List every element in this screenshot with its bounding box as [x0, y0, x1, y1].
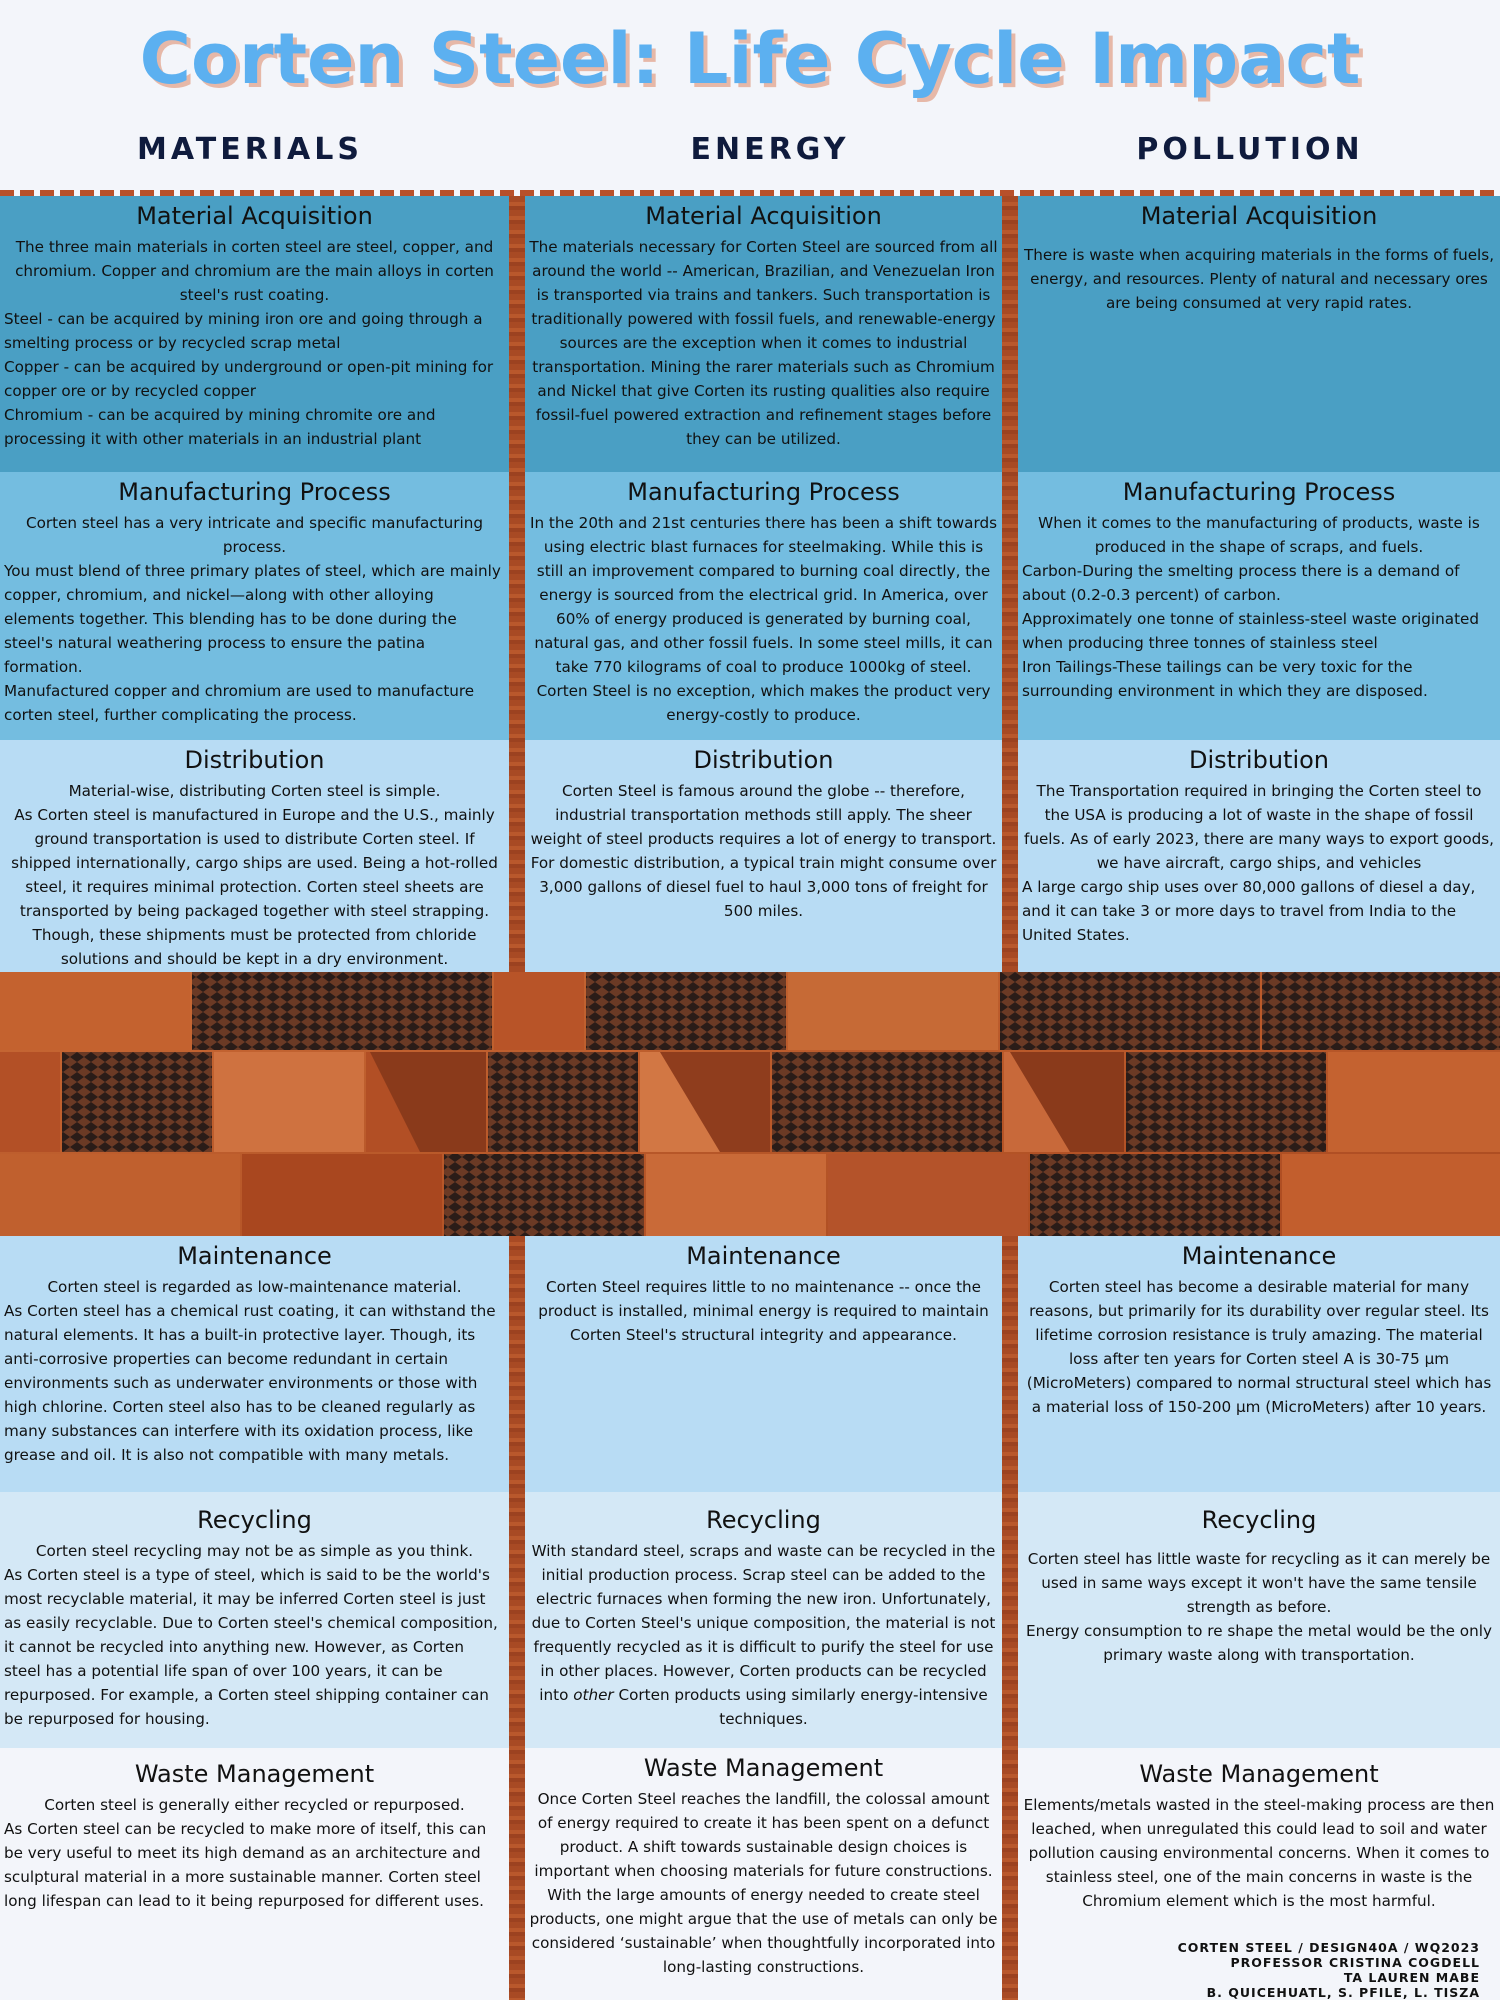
section-title: Material Acquisition	[1140, 202, 1378, 230]
column-header-energy: ENERGY	[690, 132, 850, 167]
section-body	[529, 1539, 998, 1731]
section-body: Corten Steel is famous around the globe -- therefore, industrial transportation methods still apply. The sheer weight of steel products requires a lot of energy to transport. For domestic distribution, a typical train might consume over 3,000 gallons of diesel fuel to haul 3,000 tons of freight for 500 miles.	[530, 781, 997, 920]
section-intro: When it comes to the manufacturing of products, waste is produced in the shape of scraps, and fuels.	[1038, 513, 1480, 556]
materials-manufacturing-panel	[0, 472, 509, 740]
materials-acquisition-panel	[0, 196, 509, 472]
credit-line: B. QUICEHUATL, S. PFILE, L. TISZA	[1206, 1985, 1480, 2000]
section-intro: Corten steel is generally either recycled or repurposed.	[44, 1795, 465, 1814]
section-body: The materials necessary for Corten Steel are sourced from all around the world -- American, Brazilian, and Venezuelan Iron is transported via trains and tankers. Such transportation is traditionally powered with fossil fuels, and renewable-energy sources are the exception when it comes to industrial transportation. Mining the rarer materials such as Chromium and Nickel that give Corten its rusting qualities also require fossil-fuel powered extraction and refinement stages before they can be utilized.	[529, 237, 998, 448]
energy-manufacturing-panel	[525, 472, 1002, 740]
section-title: Manufacturing Process	[118, 478, 391, 506]
section-body: Steel - can be acquired by mining iron ore and going through a smelting process or by recycled scrap metal Copper - can be acquired by underground or open-pit mining for copper ore or by recycled copper Chromium - can be acquired by mining chromite ore and processing it with other materials in an industrial plant	[4, 309, 494, 448]
column-header-pollution: POLLUTION	[1136, 132, 1364, 167]
section-intro: The three main materials in corten steel are steel, copper, and chromium. Copper and chromium are the main alloys in corten steel's rust coating.	[15, 237, 494, 304]
section-body: Elements/metals wasted in the steel-making process are then leached, when unregulated this could lead to soil and water pollution causing environmental concerns. When it comes to stainless steel, one of the main concerns in waste is the Chromium element which is the most harmful.	[1023, 1795, 1495, 1910]
section-body: Corten steel has become a desirable material for many reasons, but primarily for its durability over regular steel. Its lifetime corrosion resistance is truly amazing. The material loss after ten years for Corten steel A is 30-75 µm (MicroMeters) compared to normal structural steel which has a material loss of 150-200 µm (MicroMeters) after 10 years.	[1026, 1277, 1492, 1416]
credits-block	[1150, 1940, 1480, 2000]
recycling-text-a: With standard steel, scraps and waste can be recycled in the initial production process. Scrap steel can be added to the electric furnaces when forming the new iron. Unfortunately, due to Corten Steel's unique composition, the material is not frequently recycled as it is difficult to purify the steel for use in other places. However, Corten products can be recycled into	[531, 1541, 996, 1704]
section-body: Material-wise, distributing Corten steel is simple. As Corten steel is manufactured in Europe and the U.S., mainly ground transportation is used to distribute Corten steel. If shipped internationally, cargo ships are used. Being a hot-rolled steel, it requires minimal protection. Corten steel sheets are transported by being packaged together with steel strapping. Though, these shipments must be protected from chloride solutions and should be kept in a dry environment.	[11, 781, 498, 968]
page-title: Corten Steel: Life Cycle Impact	[139, 18, 1361, 100]
section-body: Once Corten Steel reaches the landfill, the colossal amount of energy required to create it has been spent on a defunct product. A shift towards sustainable design choices is important when choosing materials for future constructions. With the large amounts of energy needed to create steel products, one might argue that the use of metals can only be considered ‘sustainable’ when thoughtfully incorporated into long-lasting constructions.	[529, 1789, 998, 1976]
section-title: Distribution	[184, 746, 325, 774]
section-title: Manufacturing Process	[1122, 478, 1396, 506]
section-title: Recycling	[1201, 1506, 1317, 1534]
section-intro: Corten steel has a very intricate and specific manufacturing process.	[25, 513, 484, 556]
section-title: Distribution	[693, 746, 834, 774]
section-title: Material Acquisition	[645, 202, 882, 230]
section-title: Recycling	[706, 1506, 821, 1534]
recycling-text-emphasis: other	[573, 1685, 614, 1704]
section-body: A large cargo ship uses over 80,000 gallons of diesel a day, and it can take 3 or more days to travel from India to the United States.	[1022, 877, 1476, 944]
section-title: Recycling	[197, 1506, 312, 1534]
section-title: Manufacturing Process	[627, 478, 900, 506]
section-body: Carbon-During the smelting process there is a demand of about (0.2-0.3 percent) of carbon. Approximately one tonne of stainless-steel waste originated when producing three tonnes of stainless steel Iron Tailings-These tailings can be very toxic for the surrounding environment in which they are disposed.	[1022, 561, 1480, 700]
section-title: Waste Management	[1139, 1760, 1379, 1788]
section-body: As Corten steel is a type of steel, which is said to be the world's most recyclable material, it may be inferred Corten steel is just as easily recyclable. Due to Corten steel's chemical composition, it cannot be recycled into anything new. However, as Corten steel has a potential life span of over 100 years, it can be repurposed. For example, a Corten steel shipping container can be repurposed for housing.	[4, 1565, 498, 1728]
pollution-recycling-panel	[1018, 1492, 1500, 1748]
energy-distribution-panel	[525, 740, 1002, 972]
section-intro: Corten steel is regarded as low-maintenance material.	[47, 1277, 462, 1296]
pollution-manufacturing-panel	[1018, 472, 1500, 740]
section-body: In the 20th and 21st centuries there has been a shift towards using electric blast furnaces for steelmaking. While this is still an improvement compared to burning coal directly, the energy is sourced from the electrical grid. In America, over 60% of energy produced is generated by burning coal, natural gas, and other fossil fuels. In some steel mills, it can take 770 kilograms of coal to produce 1000kg of steel. Corten Steel is no exception, which makes the product very energy-costly to produce.	[529, 513, 997, 724]
materials-distribution-panel	[0, 740, 509, 972]
column-header-materials: MATERIALS	[137, 132, 363, 167]
materials-maintenance-panel	[0, 1236, 509, 1492]
rust-divider-upper-right	[1002, 196, 1018, 972]
section-title: Waste Management	[643, 1754, 884, 1782]
credit-line: TA LAUREN MABE	[1343, 1970, 1480, 1985]
pollution-maintenance-panel	[1018, 1236, 1500, 1492]
credit-line: CORTEN STEEL / DESIGN40A / WQ2023	[1177, 1940, 1480, 1955]
section-body: As Corten steel has a chemical rust coating, it can withstand the natural elements. It has a built-in protective layer. Though, its anti-corrosive properties can become redundant in certain environments such as underwater environments or those with high chlorine. Corten steel also has to be cleaned regularly as many substances can interfere with its oxidation process, like grease and oil. It is also not compatible with many metals.	[4, 1301, 496, 1464]
pollution-waste-panel	[1018, 1748, 1500, 1938]
rust-divider-lower-left	[509, 1236, 525, 2000]
section-body: You must blend of three primary plates of steel, which are mainly copper, chromium, and nickel—along with other alloying elements together. This blending has to be done during the steel's natural weathering process to ensure the patina formation. Manufactured copper and chromium are used to manufacture corten steel, further complicating the process.	[4, 561, 501, 724]
section-intro: The Transportation required in bringing the Corten steel to the USA is producing a lot of waste in the shape of fossil fuels. As of early 2023, there are many ways to export goods, we have aircraft, cargo ships, and vehicles	[1023, 781, 1495, 872]
section-body: As Corten steel can be recycled to make more of itself, this can be very useful to meet its high demand as an architecture and sculptural material in a more sustainable manner. Corten steel long lifespan can lead to it being repurposed for different uses.	[4, 1819, 487, 1910]
section-title: Maintenance	[1181, 1242, 1337, 1270]
materials-waste-panel	[0, 1748, 509, 2000]
pollution-distribution-panel	[1018, 740, 1500, 972]
corten-facade-photo	[0, 972, 1500, 1236]
materials-recycling-panel	[0, 1492, 509, 1748]
energy-maintenance-panel	[525, 1236, 1002, 1492]
section-intro: Corten steel recycling may not be as simple as you think.	[35, 1541, 474, 1560]
section-body: There is waste when acquiring materials in the forms of fuels, energy, and resources. Plenty of natural and necessary ores are being consumed at very rapid rates.	[1023, 245, 1495, 312]
credit-line: PROFESSOR CRISTINA COGDELL	[1230, 1955, 1480, 1970]
pollution-acquisition-panel	[1018, 196, 1500, 472]
section-body: Corten Steel requires little to no maintenance -- once the product is installed, minimal energy is required to maintain Corten Steel's structural integrity and appearance.	[538, 1277, 989, 1344]
section-body: Corten steel has little waste for recycling as it can merely be used in same ways except it won't have the same tensile strength as before. Energy consumption to re shape the metal would be the only primary waste along with transportation.	[1026, 1549, 1492, 1664]
section-title: Maintenance	[686, 1242, 841, 1270]
rust-divider-lower-right	[1002, 1236, 1018, 2000]
rust-divider-upper-left	[509, 196, 525, 972]
energy-acquisition-panel	[525, 196, 1002, 472]
section-title: Waste Management	[134, 1760, 375, 1788]
section-title: Distribution	[1188, 746, 1329, 774]
energy-recycling-panel	[525, 1492, 1002, 1748]
energy-waste-panel	[525, 1748, 1002, 2000]
recycling-text-b: Corten products using similarly energy-intensive techniques.	[613, 1685, 988, 1728]
section-title: Maintenance	[177, 1242, 332, 1270]
section-title: Material Acquisition	[136, 202, 373, 230]
